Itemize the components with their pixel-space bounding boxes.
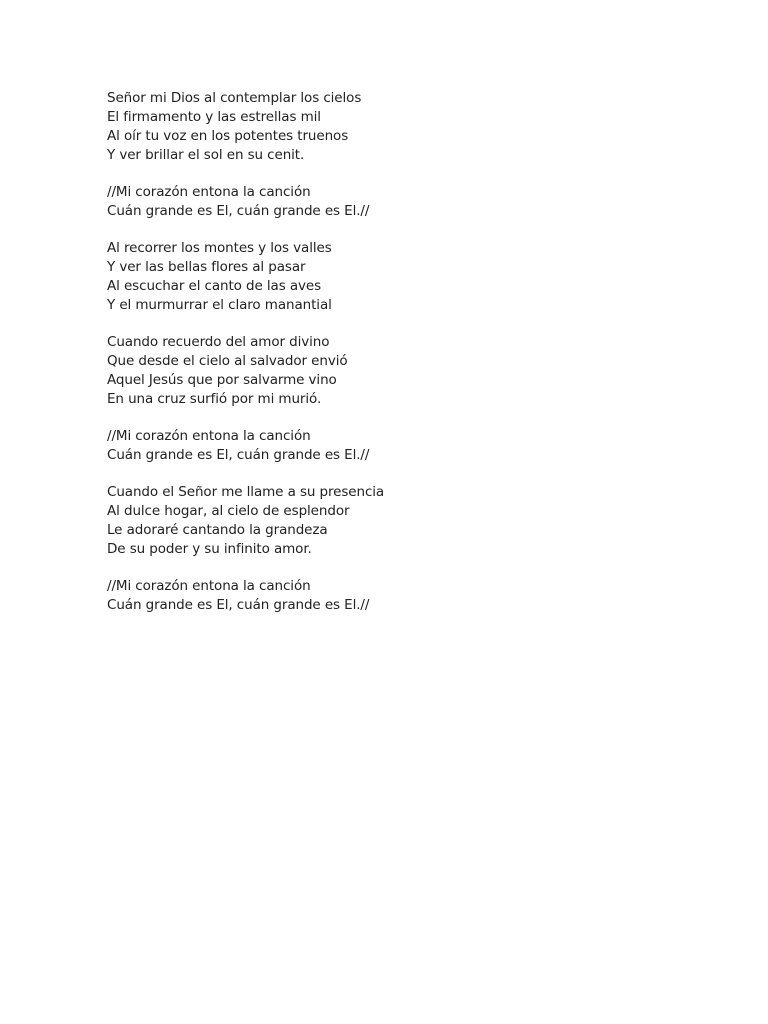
lyric-line: //Mi corazón entona la canción (107, 184, 311, 200)
lyric-line: Cuán grande es El, cuán grande es El.// (107, 597, 370, 613)
lyric-line: Al oír tu voz en los potentes truenos (107, 128, 349, 144)
stanza-verse-2 (107, 239, 707, 315)
stanza-chorus-3 (107, 577, 707, 615)
lyrics-body (107, 89, 707, 633)
stanza-verse-1 (107, 89, 707, 165)
stanza-chorus-1 (107, 183, 707, 221)
lyric-line: Cuando recuerdo del amor divino (107, 334, 330, 350)
lyric-line: Le adoraré cantando la grandeza (107, 522, 328, 538)
lyric-line: Cuando el Señor me llame a su presencia (107, 484, 385, 500)
lyric-line: Que desde el cielo al salvador envió (107, 353, 348, 369)
lyric-line: Cuán grande es El, cuán grande es El.// (107, 203, 370, 219)
lyric-line: Cuán grande es El, cuán grande es El.// (107, 447, 370, 463)
lyric-line: Y ver las bellas flores al pasar (107, 259, 306, 275)
lyric-line: Al dulce hogar, al cielo de esplendor (107, 503, 350, 519)
lyric-line: Y el murmurrar el claro manantial (107, 297, 332, 313)
lyric-line: El firmamento y las estrellas mil (107, 109, 321, 125)
lyric-line: //Mi corazón entona la canción (107, 428, 311, 444)
lyric-line: Y ver brillar el sol en su cenit. (107, 147, 305, 163)
lyric-line: Al recorrer los montes y los valles (107, 240, 332, 256)
lyric-line: Aquel Jesús que por salvarme vino (107, 372, 337, 388)
lyric-line: Señor mi Dios al contemplar los cielos (107, 90, 362, 106)
lyric-line: Al escuchar el canto de las aves (107, 278, 322, 294)
stanza-verse-4 (107, 483, 707, 559)
stanza-chorus-2 (107, 427, 707, 465)
lyric-line: De su poder y su infinito amor. (107, 541, 312, 557)
lyric-line: En una cruz surfió por mi murió. (107, 391, 322, 407)
lyric-line: //Mi corazón entona la canción (107, 578, 311, 594)
stanza-verse-3 (107, 333, 707, 409)
